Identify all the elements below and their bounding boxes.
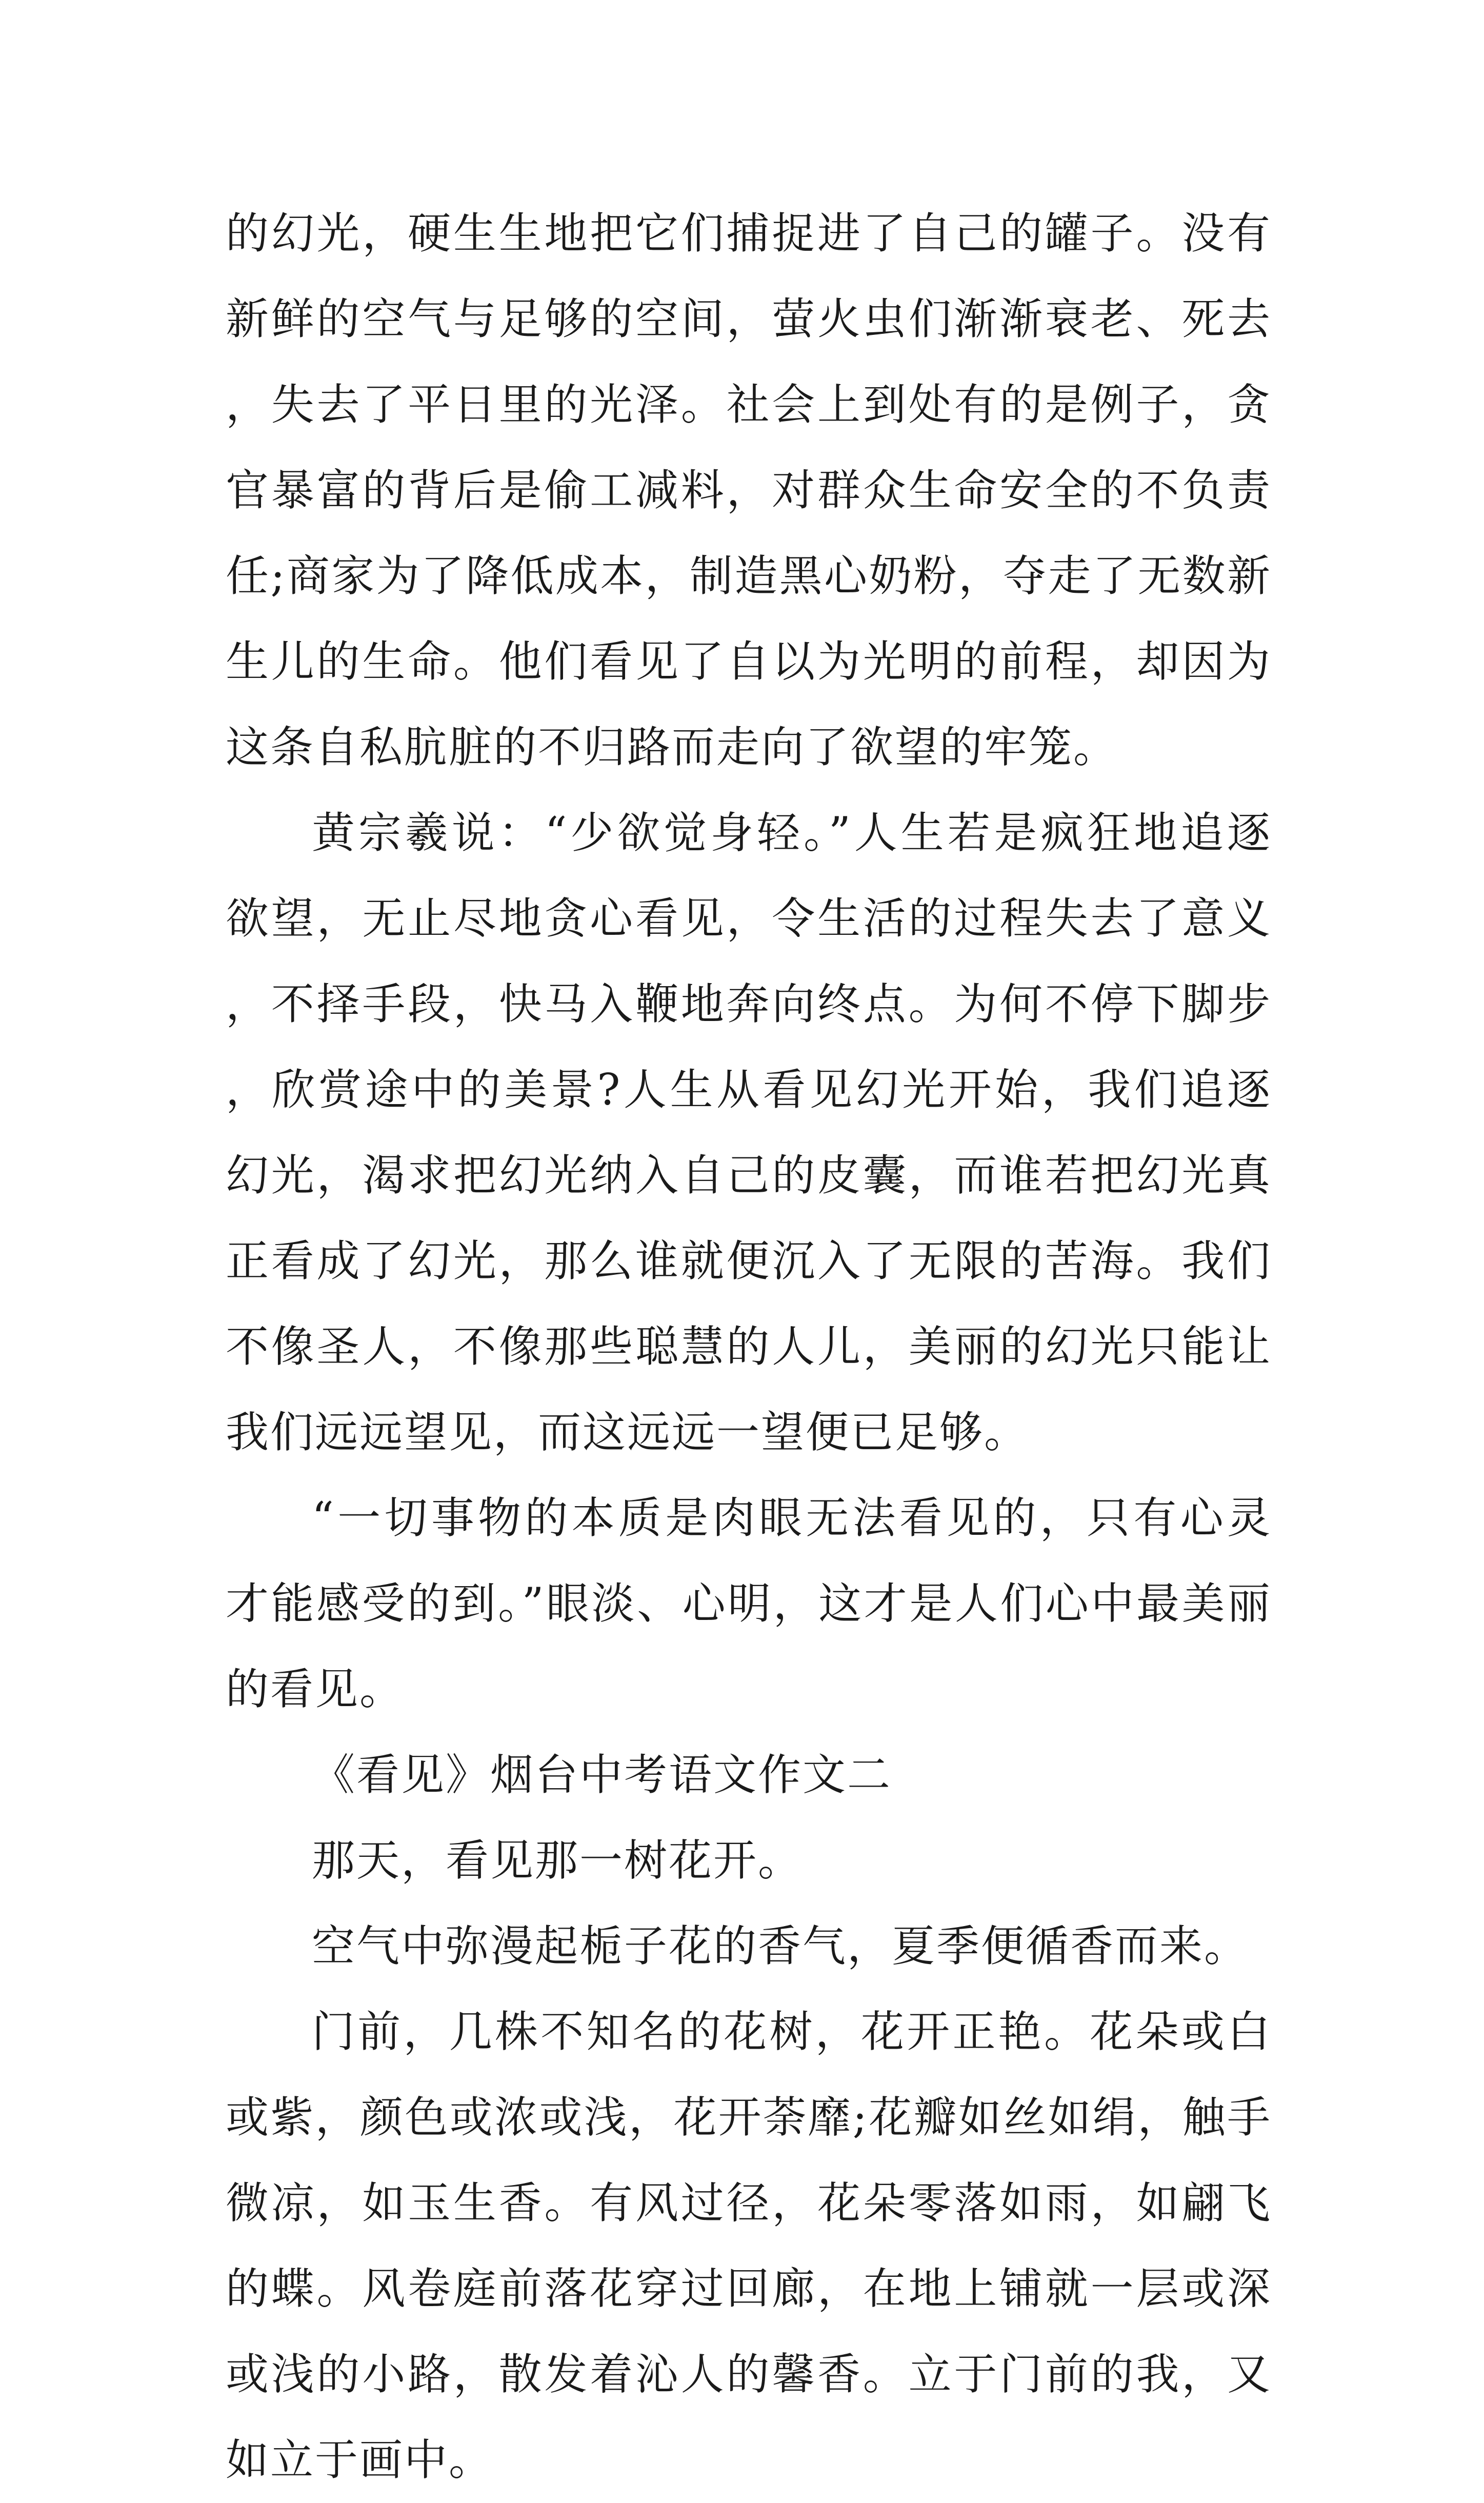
body-text [226,191,1272,2503]
paragraph-1: 的幻光，硬生生地把它们捕捉进了自己的罐子。没有新鲜的空气与足够的空间，萤火虫们渐渐衰老、死去，失去了平日里的光泽。社会上到处有的是例子，贪官暴富的背后是偷工减料，对群众生命安全的不负责任;商家为了降低成本，制造黑心奶粉，夺走了无数新生儿的生命。他们看见了自以为光明的前程，却因为这条自私肮脏的不归路而走向了欲望的牢笼。 [226,208,1272,772]
paragraph-3: “一切事物的本质是肉眼无法看见的，只有心灵才能感受的到。”眼淡、心明，这才是人们心中最美丽的看见。 [226,1493,1272,1714]
paragraph-4: 那天，看见那一树花开。 [312,1835,803,1886]
paragraph-6: 门前，几株不知名的花树，花开正艳。花朵或白或紫，颜色或浓或浅，花开荼靡;花瓣如丝如绢，触手微凉，如玉生香。有风过径，花朵零落如雨，如翩飞的蝶。风卷庭前落花穿过回廊，在地上铺就一层或深或浅的小路，散发着沁人的馨香。立于门前的我，又如立于画中。 [226,2007,1272,2485]
section-heading: 《看见》烟台中考语文作文二 [312,1750,892,1800]
paragraph-2: 黄宗羲说：“少欲觉身轻。”人生若是疯狂地追逐欲望，无止尽地贪心看见，令生活的过程失去了意义，不择手段，快马入鞭地奔向终点。为何不停下脚步，欣赏途中的美景?人生从看见幻光开始，我们追逐幻光，渴求把幻光纳入自己的皮囊，而谁若把幻光真正看成了幻光，那么谁就便沉入了无限的苦海。我们不像圣人，不像那些聪慧的人儿，美丽的幻光只能让我们远远望见，而这远远一望便已足够。 [226,808,1272,1457]
paragraph-5: 空气中弥漫起栀子花的香气，夏季便循香而来。 [312,1921,1249,1971]
